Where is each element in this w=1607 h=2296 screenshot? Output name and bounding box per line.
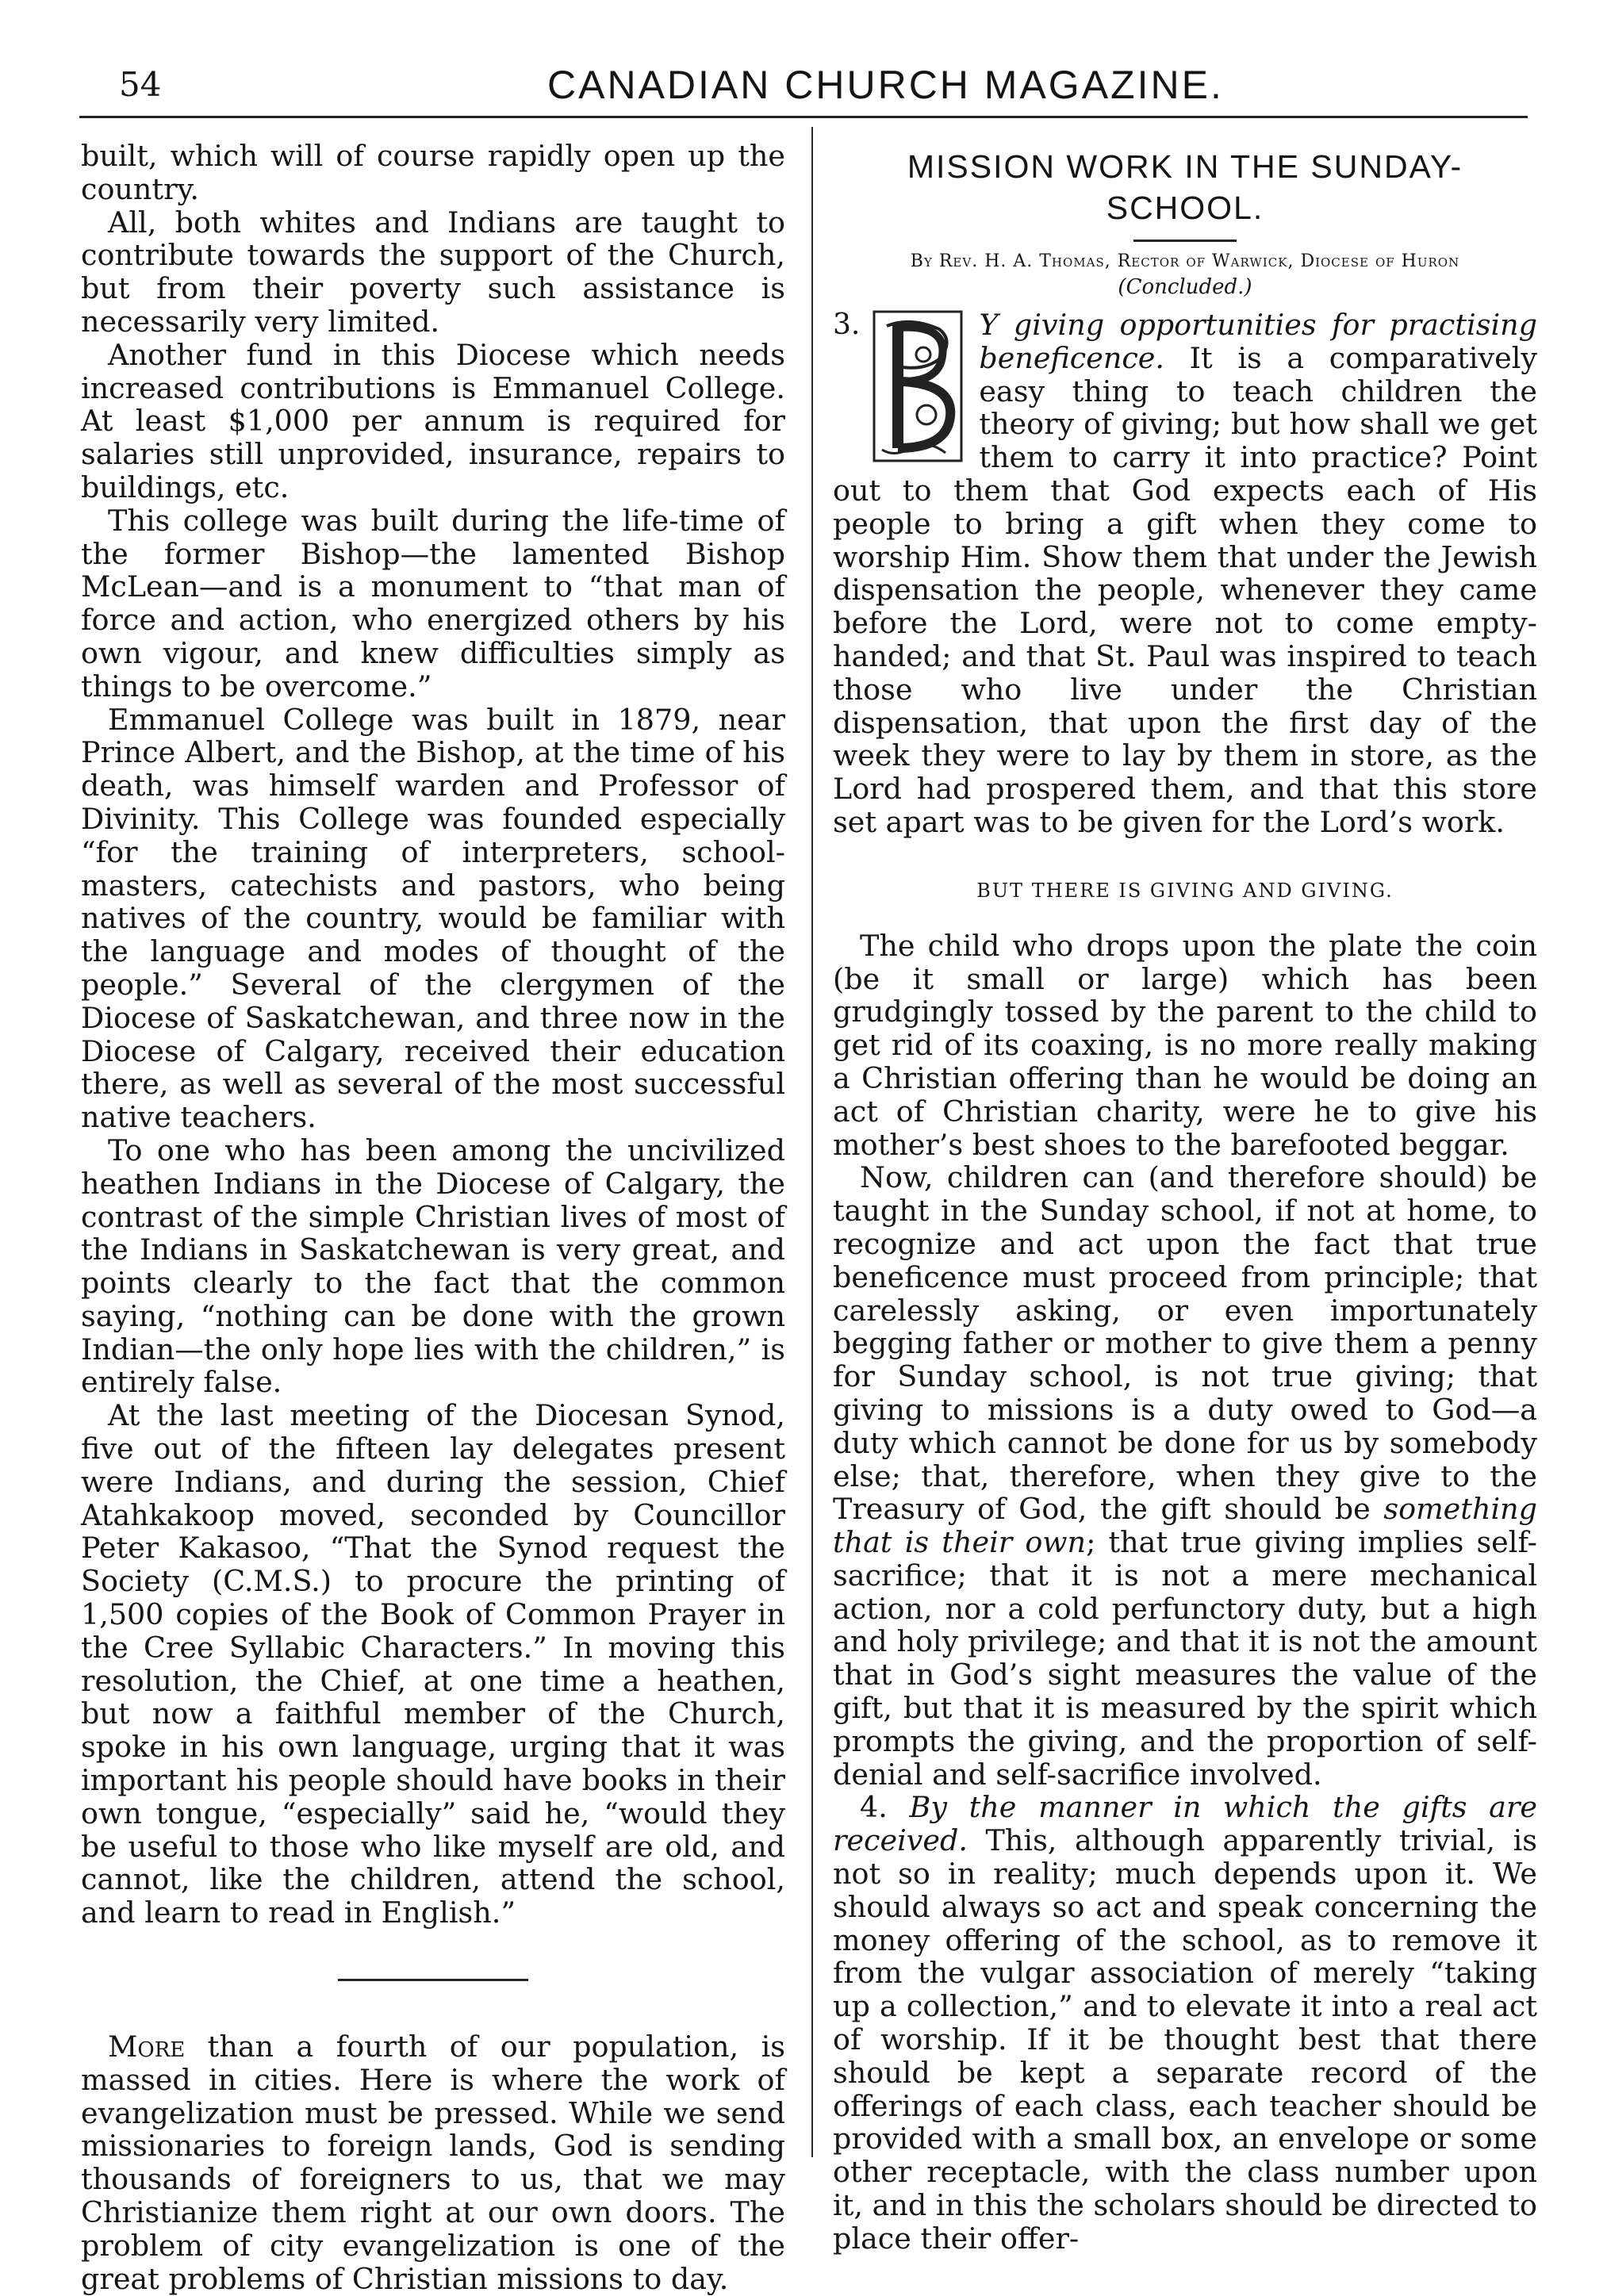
section-4-paragraph bbox=[833, 1791, 1537, 2255]
section-3-heading: Y giving opportunities for practising beneficence. bbox=[979, 308, 1537, 375]
paragraph: The child who drops upon the plate the coin (be it small or large) which has been grudgingly tossed by the parent to the child to get rid of its coaxing, is no more really making a Christian offering than he would be doing an act of Christian charity, were he to give his mother’s best shoes to the barefooted beggar. bbox=[833, 928, 1537, 1162]
paragraph: built, which will of course rapidly open up the country. bbox=[81, 139, 785, 206]
paragraph-now-children bbox=[833, 1161, 1537, 1791]
paragraph-city-evangelization bbox=[81, 2030, 785, 2295]
paragraph-text: ; that true giving implies self-sacrifice; that it is not a mere mechanical action, nor a cold perfunctory duty, but a high and holy privilege; and that it is not the amount that in God’s sight measures the value of the gift, but that it is measured by the spirit which prompts the giving, and the proportion of self-denial and self-sacrifice involved. bbox=[833, 1525, 1537, 1792]
paragraph: All, both whites and Indians are taught to contribute towards the support of the Church, but from their poverty such assistance is necessarily very limited. bbox=[81, 205, 785, 339]
magazine-title: CANADIAN CHURCH MAGAZINE. bbox=[547, 63, 1224, 107]
paragraph: Another fund in this Diocese which needs increased contributions is Emmanuel College. At least $1,000 per annum is required for salaries still unprovided, insurance, repairs to buildings, etc. bbox=[81, 337, 785, 504]
section-number: 3. bbox=[833, 309, 861, 341]
left-column bbox=[81, 140, 785, 2295]
right-column bbox=[833, 140, 1537, 2256]
paragraph: At the last meeting of the Diocesan Synod, five out of the fifteen lay delegates present were Indians, and during the session, Chief Atahkakoop moved, seconded by Councillor Peter Kakasoo, “That the Synod request the Society (C.M.S.) to procure the printing of 1,500 copies of the Book of Common Prayer in the Cree Syllabic Characters.” In moving this resolution, the Chief, at one time a heathen, but now a faithful member of the Church, spoke in his own language, urging that it was important his people should have books in their own tongue, “especially” said he, “would they be useful to those who like myself are old, and cannot, like the children, attend the school, and learn to read in English.” bbox=[81, 1398, 785, 1930]
section-4-text: This, although apparently trivial, is not so in reality; much depends upon it. We should always so act and speak concerning the money offering of the school, as to remove it from the vulgar association of merely “taking up a collection,” and to elevate it into a real act of worship. If it be thought best that there should be kept a separate record of the offerings of each class, each teacher should be provided with a small box, an envelope or some other receptacle, with the class number upon it, and in this the scholars should be directed to place their offer- bbox=[833, 1823, 1537, 2256]
paragraph-text: Now, children can (and therefore should) be taught in the Sunday school, if not at home, to recognize and act upon the fact that true beneficence must proceed from principle; that carelessly asking, or even importunately begging father or mother to give them a penny for Sunday school, is not true giving; that giving to missions is a duty owed to God—a duty which cannot be done for us by somebody else; that, therefore, when they give to the Treasury of God, the gift should be bbox=[833, 1160, 1537, 1527]
article-byline: By Rev. H. A. Thomas, Rector of Warwick, Diocese of Huron bbox=[910, 251, 1460, 271]
subheading: BUT THERE IS GIVING AND GIVING. bbox=[976, 879, 1394, 902]
lead-word: More bbox=[108, 2030, 186, 2064]
page-header bbox=[79, 54, 1528, 114]
section-separator bbox=[338, 1979, 528, 1981]
section-number: 4. bbox=[860, 1790, 888, 1825]
paragraph: To one who has been among the uncivilized heathen Indians in the Diocese of Calgary, the contrast of the simple Christian lives of most of the Indians in Saskatchewan is very great, and points clearly to the fact that the common saying, “nothing can be done with the grown Indian—the only hope lies with the children,” is entirely false. bbox=[81, 1133, 785, 1400]
paragraph-text: than a fourth of our population, is massed in cities. Here is where the work of evangelization must be pressed. While we send missionaries to foreign lands, God is sending thousands of foreigners to us, that we may Christianize them right at our own doors. The problem of city evangelization is one of the great problems of Christian missions to day. bbox=[81, 2030, 785, 2296]
section-3-text: It is a comparatively easy thing to teach children the theory of giving; but how shall we get them to carry it into practice? Point out to them that God expects each of His people to bring a gift when they come to worship Him. Show them that under the Jewish dispensation the people, whenever they came before the Lord, were not to come empty-handed; and that St. Paul was inspired to teach those who live under the Christian dispensation, that upon the first day of the week they were to lay by them in store, as the Lord had prospered them, and that this store set apart was to be given for the Lord’s work. bbox=[833, 340, 1537, 839]
paragraph: This college was built during the life-time of the former Bishop—the lamented Bishop McLean—and is a monument to “that man of force and action, who energized others by his own vigour, and knew difficulties simply as things to be overcome.” bbox=[81, 503, 785, 703]
article-title: MISSION WORK IN THE SUNDAY-SCHOOL. bbox=[907, 148, 1463, 226]
header-rule bbox=[79, 116, 1528, 118]
section-4-heading: By the manner in which the gifts are received. bbox=[833, 1790, 1537, 1858]
drop-cap-b-icon bbox=[871, 309, 965, 464]
concluded-note: (Concluded.) bbox=[1118, 275, 1252, 299]
paragraph: Emmanuel College was built in 1879, near Prince Albert, and the Bishop, at the time of his death, was himself warden and Professor of Divinity. This College was founded especially “for the training of interpreters, school-masters, catechists and pastors, who being natives of the country, would be familiar with the language and modes of thought of the people.” Several of the clergymen of the Diocese of Saskatchewan, and three now in the Diocese of Calgary, received their education there, as well as several of the most successful native teachers. bbox=[81, 702, 785, 1135]
column-divider bbox=[811, 127, 813, 2157]
emphasis: something that is their own bbox=[833, 1492, 1537, 1560]
section-3-paragraph bbox=[833, 309, 1537, 839]
page-number: 54 bbox=[119, 65, 162, 104]
title-rule bbox=[1133, 240, 1237, 242]
